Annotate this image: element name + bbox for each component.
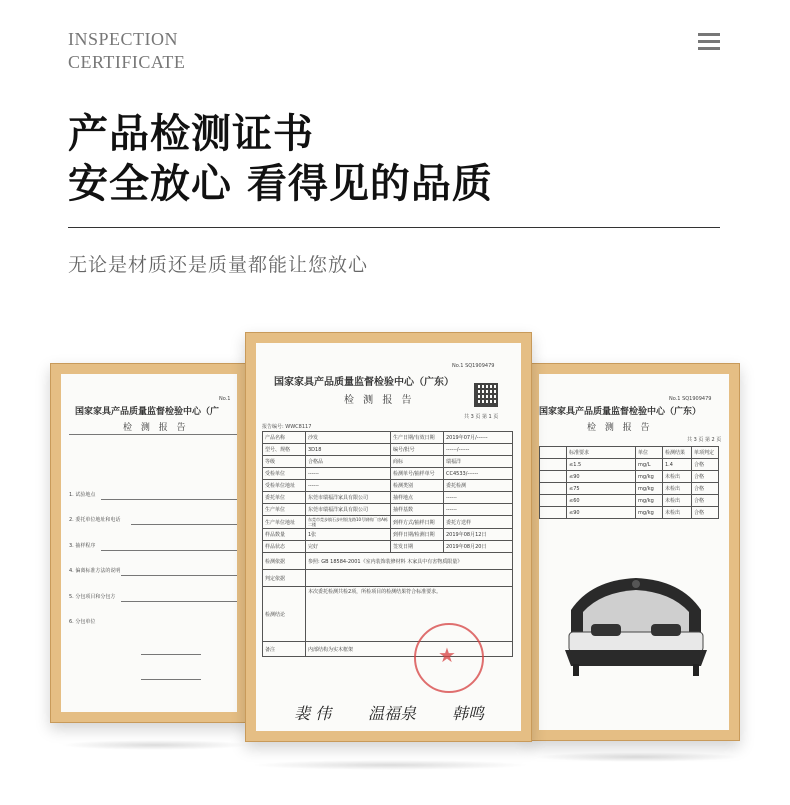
table-row: 受检单位地址 ------ 检测类别 委托检测 [263, 480, 513, 492]
table-row: 样品状态 完好 签发日期 2019年08月20日 [263, 541, 513, 553]
list-item: 3. 抽样程序 [69, 543, 96, 549]
certificate-title: 国家家具产品质量监督检验中心（广 [75, 407, 220, 417]
table-row: 样品数量 1张 到样日期/检测日期 2019年08月12日 [263, 529, 513, 541]
report-number: 报告编号: WWC8117 [262, 424, 312, 430]
page-indicator: 共 3 页 第 2 页 [687, 437, 722, 443]
certificate-frame-right[interactable] [528, 363, 740, 741]
table-row: 等级 合格品 商标 瑞福洋 [263, 456, 513, 468]
qr-code-icon [474, 383, 498, 407]
certificate-number: No.1 [219, 396, 231, 402]
certificate-paper [539, 374, 729, 730]
table-row: ≤60 mg/kg 未检出 合格 [540, 495, 719, 507]
frame-shadow [535, 752, 740, 762]
table-row: ≤1.5 mg/L 1.4 合格 [540, 459, 719, 471]
official-stamp [414, 623, 484, 693]
list-item: 4. 偏离标准方法的说明 [69, 568, 121, 574]
table-row: 检测依据 参照: GB 18584-2001《室内装饰装修材料 木家具中有害物质限量》 [263, 553, 513, 570]
table-row: ≤75 mg/kg 未检出 合格 [540, 483, 719, 495]
frame-shadow [250, 760, 530, 770]
table-row: 委托单位 东莞市瑞福洋家具有限公司 抽样地点 ------ [263, 492, 513, 504]
list-item: 5. 分包项目和分包方 [69, 594, 116, 600]
table-row: 判定依据 [263, 570, 513, 587]
certificate-number: No.1 SQ1909479 [452, 363, 495, 369]
divider [68, 227, 720, 228]
eyebrow-line-2: CERTIFICATE [68, 52, 186, 72]
certificate-frame-main[interactable] [245, 332, 532, 742]
certificate-title: 国家家具产品质量监督检验中心（广东） [539, 407, 702, 417]
signature: 韩鸣 [452, 704, 485, 723]
certificate-subtitle: 检 测 报 告 [587, 423, 653, 433]
certificate-frame-left[interactable] [50, 363, 248, 723]
table-row: ≤90 mg/kg 未检出 合格 [540, 471, 719, 483]
certificate-paper [256, 343, 521, 731]
hamburger-menu-icon[interactable] [698, 33, 720, 51]
certificate-subtitle: 检 测 报 告 [344, 395, 415, 406]
bed-image [551, 570, 721, 680]
signature: 温福泉 [368, 704, 417, 723]
eyebrow-title [68, 28, 185, 74]
table-row: 生产单位 东莞市瑞福洋家具有限公司 抽样基数 ------ [263, 504, 513, 516]
list-item: 6. 分包单位 [69, 619, 96, 625]
table-row: 生产单位地址 东莞市莞步镇石步村银龙路10号钢构厂房A栋二楼 到样方式/抽样日期 委托方送样 [263, 516, 513, 529]
certificate-number: No.1 SQ1909479 [669, 396, 712, 402]
report-table [262, 431, 513, 657]
subtitle: 无论是材质还是质量都能让您放心 [68, 254, 369, 276]
frame-shadow [60, 740, 250, 750]
headline-line-1: 产品检测证书 [68, 111, 314, 157]
table-row: 型号、规格 3D18 编号/批号 ------/------ [263, 444, 513, 456]
table-row: 产品名称 沙发 生产日期/有效日期 2019年07月/------ [263, 432, 513, 444]
certificate-paper [61, 374, 237, 712]
eyebrow-line-1: INSPECTION [68, 29, 179, 49]
certificate-subtitle: 检 测 报 告 [123, 423, 189, 433]
headline-line-2: 安全放心 看得见的品质 [68, 161, 493, 207]
list-item: 1. 试验地点 [69, 492, 96, 498]
table-row: ≤90 mg/kg 未检出 合格 [540, 507, 719, 519]
table-row: 备注 内部结构为实木框架 [263, 642, 513, 657]
table-row: 检测结论 本次委托检测共检2项，所检项目的检测结果符合标准要求。 [263, 587, 513, 642]
table-row: 受检单位 ------ 检测单号/抽样单号 CC4533/------ [263, 468, 513, 480]
list-item: 2. 委托单位地址和电话 [69, 517, 121, 523]
signature: 裴 伟 [294, 704, 332, 723]
results-table: 标准要求 单位 检测结果 单项判定 ≤1.5 mg/L 1.4 合格 ≤90 mg/kg 未检出 合格 ≤75 mg/kg 未检出 合格 ≤60 mg/kg 未检出 合格 ≤90 mg/kg 未检出 合格 [539, 446, 719, 519]
page-indicator: 共 3 页 第 1 页 [464, 414, 499, 420]
certificate-title: 国家家具产品质量监督检验中心（广东） [274, 377, 454, 388]
